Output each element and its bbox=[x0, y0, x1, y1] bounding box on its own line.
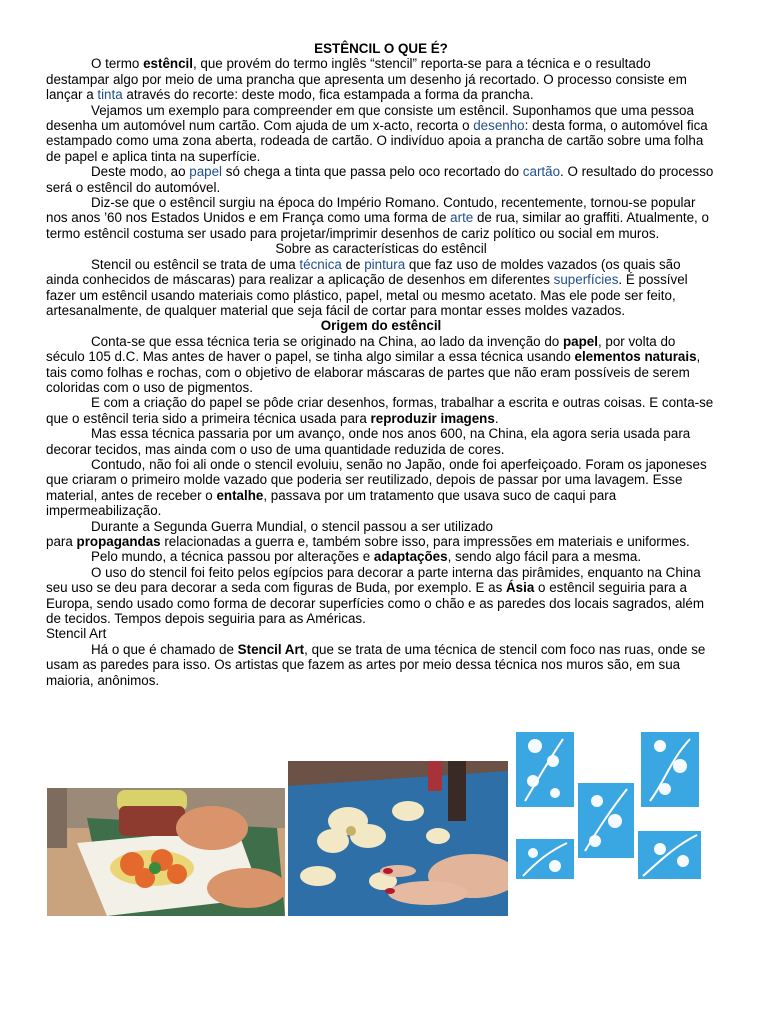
document-body bbox=[46, 41, 716, 688]
link-desenho[interactable]: desenho bbox=[473, 118, 525, 134]
paragraph: Mas essa técnica passaria por um avanço, onde nos anos 600, na China, ela agora seria usada para decorar tecidos, mas ainda com o uso de uma quantidade reduzida de cores. bbox=[46, 426, 691, 457]
blue-stencil-painting-photo bbox=[288, 761, 508, 916]
paragraph: Durante a Segunda Guerra Mundial, o stencil passou a ser utilizado bbox=[91, 518, 493, 534]
paragraph: Contudo, não foi ali onde o stencil evoluiu, senão no Japão, onde foi aperfeiçoado. Foram os japoneses que criaram o primeiro molde vazado que poderia ser reutilizado, depois de passar por uma lavagem. Esse material, antes de receber o entalhe, passava por um tratamento que usava suco de caqui para impermeabilização. bbox=[46, 456, 707, 519]
paragraph: O termo estêncil, que provém do termo inglês “stencil” reporta-se para a técnica e o resultado destampar algo por meio de uma prancha que apresenta um desenho já recortado. O processo consiste em lançar a tinta através do recorte: deste modo, fica estampada a forma da prancha. bbox=[46, 56, 687, 103]
link-papel[interactable]: papel bbox=[189, 164, 223, 180]
link-superficies[interactable]: superfícies bbox=[553, 272, 619, 288]
link-arte[interactable]: arte bbox=[450, 210, 474, 226]
link-cartao[interactable]: cartão bbox=[522, 164, 561, 180]
section-heading: Origem do estêncil bbox=[320, 318, 442, 334]
paragraph: Deste modo, ao papel só chega a tinta que passa pelo oco recortado do cartão. O resultado do processo será o estêncil do automóvel. bbox=[46, 164, 714, 195]
paragraph: Stencil ou estêncil se trata de uma técnica de pintura que faz uso de moldes vazados (os quais são ainda conhecidos de máscaras) para realizar a aplicação de desenhos em diferentes superfícies. É possível fazer um estêncil usando materiais como plástico, papel, metal ou mesmo acetato. Mas ele pode ser feito, artesanalmente, de qualquer material que seja fácil de cortar para montar esses moldes vazados. bbox=[46, 256, 688, 318]
link-pintura[interactable]: pintura bbox=[364, 256, 406, 272]
paragraph: O uso do stencil foi feito pelos egípcios para decorar a parte interna das pirâmides, enquanto na China seu uso se deu para decorar a seda com figuras de Buda, por exemplo. E as Ásia o estêncil seguiria para a Europa, sendo usado como forma de decorar superfícies como o chão e as paredes dos locais sagrados, além de tecidos. Tempos depois seguiria para as Américas. bbox=[46, 564, 704, 627]
paragraph: Diz-se que o estêncil surgiu na época do Império Romano. Contudo, recentemente, tornou-se popular nos anos ’60 nos Estados Unidos e em França como uma forma de arte de rua, similar ao graffiti. Atualmente, o termo estêncil costuma ser usado para projetar/imprimir desenhos de cariz político ou social em muros. bbox=[46, 195, 709, 241]
paragraph: Vejamos um exemplo para compreender em que consiste um estêncil. Suponhamos que uma pessoa desenha um automóvel num cartão. Com ajuda de um x-acto, recorta o desenho: desta forma, o automóvel fica estampado como uma zona aberta, rodeada de cartão. O indivíduo apoia a prancha de cartão sobre uma folha de papel e aplica tinta na superfície. bbox=[46, 102, 708, 164]
document-title: ESTÊNCIL O QUE É? bbox=[314, 41, 448, 56]
section-heading: Sobre as características do estêncil bbox=[275, 241, 487, 257]
paragraph: Há o que é chamado de Stencil Art, que se trata de uma técnica de stencil com foco nas ruas, onde se usam as paredes para isso. Os artistas que fazem as artes por meio dessa técnica nos muros são, em sua maioria, anônimos. bbox=[46, 641, 706, 688]
link-tinta[interactable]: tinta bbox=[97, 87, 123, 103]
paragraph: para propagandas relacionadas a guerra e, também sobre isso, para impressões em materiais e uniformes. bbox=[46, 534, 690, 549]
paragraph: E com a criação do papel se pôde criar desenhos, formas, trabalhar a escrita e outras coisas. E conta-se que o estêncil teria sido a primeira técnica usada para reproduzir imagens. bbox=[46, 395, 714, 426]
spray-stencil-photo bbox=[47, 788, 285, 916]
link-tecnica[interactable]: técnica bbox=[299, 256, 342, 272]
floral-stencil-templates-image bbox=[515, 731, 703, 879]
section-heading: Stencil Art bbox=[46, 626, 107, 642]
paragraph: Conta-se que essa técnica teria se originado na China, ao lado da invenção do papel, por volta do século 105 d.C. Mas antes de haver o papel, se tinha algo similar a essa técnica usando elementos naturais, tais como folhas e rochas, com o objetivo de elaborar máscaras de partes que não eram possíveis de serem coloridas com o uso de pigmentos. bbox=[46, 333, 701, 395]
paragraph: Pelo mundo, a técnica passou por alterações e adaptações, sendo algo fácil para a mesma. bbox=[91, 549, 642, 565]
